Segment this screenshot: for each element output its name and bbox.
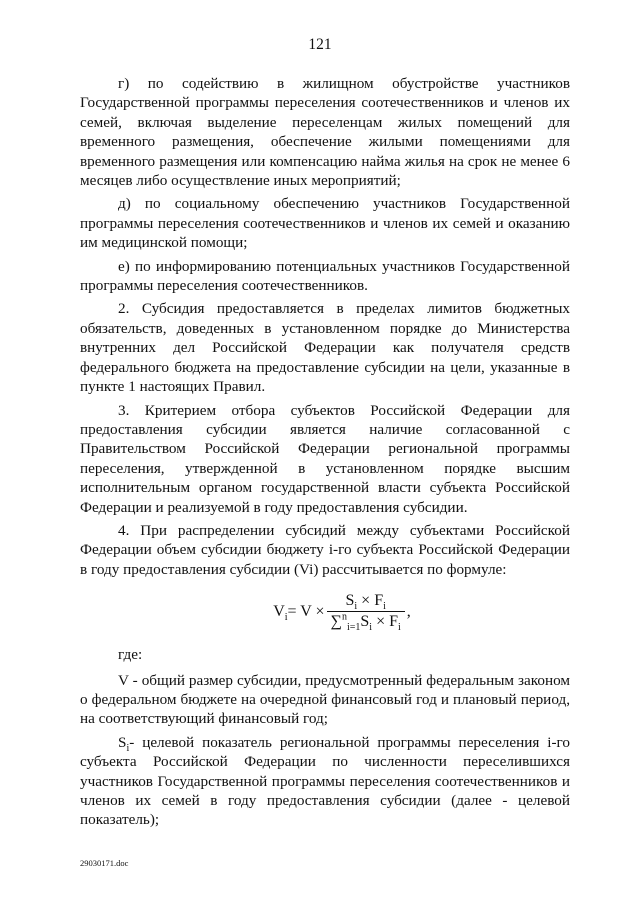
paragraph-4: 4. При распределении субсидий между субъектами Российской Федерации объем субсидии бюджету i-го субъекта Российской Федерации в году предоставления субсидии (Vi) рассчитывается по формуле: (80, 521, 570, 578)
den-f: F (389, 613, 399, 631)
document-body (80, 74, 570, 834)
subsidy-formula (273, 592, 411, 634)
formula-lhs-sub: i (284, 611, 288, 623)
si-term (118, 733, 130, 754)
file-name-footer: 29030171.doc (80, 858, 129, 868)
formula-fraction (327, 592, 405, 634)
paragraph-e: е) по информированию потенциальных участников Государственной программы переселения соотечественников. (80, 257, 570, 295)
formula-equals: = V × (287, 602, 325, 620)
formula-block (114, 589, 570, 633)
paragraph-d: д) по социальному обеспечению участников Государственной программы переселения соотечественников и членов их семей и оказанию им медицинской помощи; (80, 195, 570, 252)
num-times: × (357, 592, 375, 610)
si-definition-text: - целевой показатель региональной программы переселения i-го субъекта Российской Федерации по численности переселившихся участников Государственной программы переселения соотечественников и членов их семей в году предоставления субсидии (далее - целевой показатель); (80, 733, 570, 829)
sigma-sub: i=1 (346, 622, 361, 634)
formula-trailing: , (406, 602, 411, 620)
formula-denominator (327, 611, 405, 634)
formula-lhs (273, 603, 287, 621)
den-s: S (360, 613, 370, 631)
paragraph-g: г) по содействию в жилищном обустройстве участников Государственной программы переселения соотечественников и членов их семей, включая выделение переселенцам жилых помещений для временного размещения, обеспечение жилыми помещениями для временного размещения или компенсацию найма жилья на срок не менее 6 месяцев либо осуществление иных мероприятий; (80, 75, 570, 190)
where-label: где: (118, 646, 143, 664)
num-f: F (374, 592, 384, 610)
si-term-sub: i (126, 742, 130, 754)
num-s: S (345, 592, 355, 610)
page-number: 121 (308, 36, 332, 53)
den-times: × (372, 613, 390, 631)
paragraph-v-definition: V - общий размер субсидии, предусмотренный федеральным законом о федеральном бюджете на очередной финансовый год и плановый период, на соответствующий финансовый год; (80, 671, 570, 728)
sum-symbol (330, 611, 361, 634)
paragraph-si-definition (80, 733, 570, 830)
paragraph-2: 2. Субсидия предоставляется в пределах лимитов бюджетных обязательств, доведенных в установленном порядке до Министерства внутренних дел Российской Федерации как получателя средств федерального бюджета на предоставление субсидии на цели, указанные в пункте 1 настоящих Правил. (80, 300, 570, 396)
formula-lhs-base: V (273, 602, 285, 620)
den-f-sub: i (398, 622, 401, 634)
formula-numerator (327, 592, 405, 612)
den-s-sub: i (369, 622, 373, 634)
num-s-sub: i (354, 601, 358, 613)
sigma-sup: n (341, 611, 347, 623)
sigma-sign: ∑ (330, 613, 342, 631)
paragraph-3: 3. Критерием отбора субъектов Российской Федерации для предоставления субсидии является наличие согласованной с Правительством Российской Федерации региональной программы переселения, утвержденной в установленном порядке высшим исполнительным органом государственной власти субъекта Российской Федерации и реализуемой в году предоставления субсидии. (80, 401, 570, 516)
si-term-base: S (118, 733, 127, 751)
num-f-sub: i (383, 601, 386, 613)
